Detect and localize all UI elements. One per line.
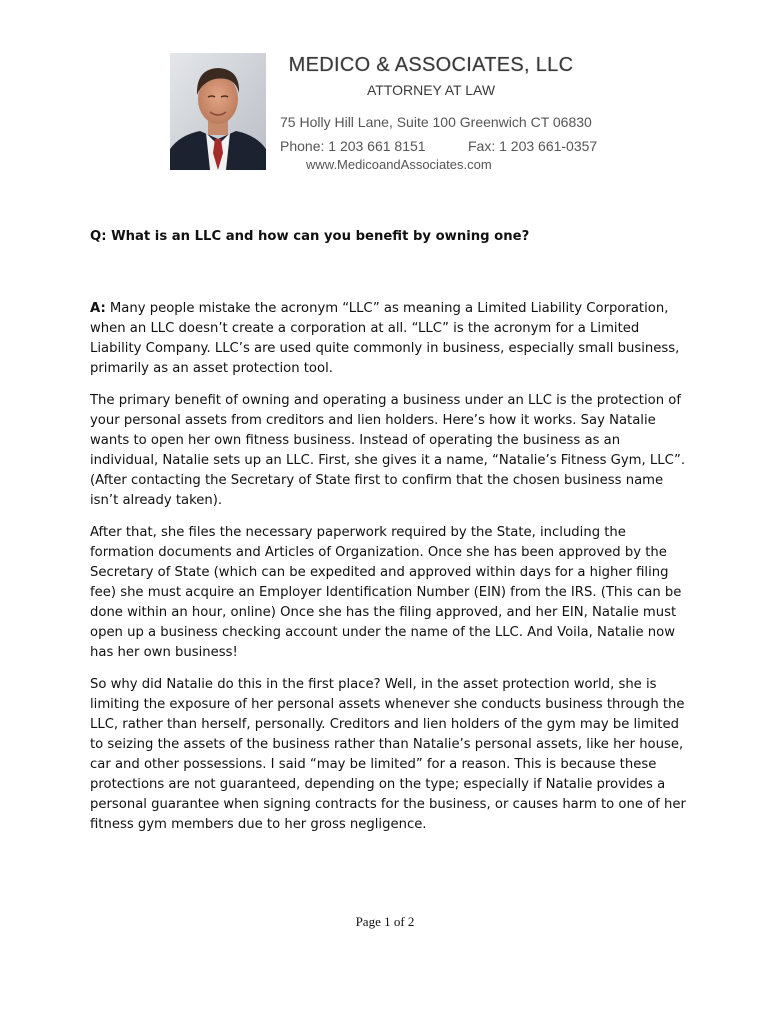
body-paragraph: The primary benefit of owning and operating a business under an LLC is the protection of your personal assets from creditors and lien holders. Here’s how it works. Say Natalie wants to open her own fitness business. Instead of operating the business as an individual, Natalie sets up an LLC. First, she gives it a name, “Natalie’s Fitness Gym, LLC”. (After contacting the Secretary of State first to confirm that the chosen business name isn’t already taken). <box>90 393 686 508</box>
page-number: Page 1 of 2 <box>355 914 415 929</box>
firm-website: www.MedicoandAssociates.com <box>306 157 492 172</box>
firm-subtitle: ATTORNEY AT LAW <box>366 82 496 98</box>
firm-name: MEDICO & ASSOCIATES, LLC <box>288 54 574 76</box>
answer-label: A: <box>90 301 106 316</box>
firm-address: 75 Holly Hill Lane, Suite 100 Greenwich CT 06830 <box>280 114 592 130</box>
firm-fax: Fax: 1 203 661-0357 <box>468 138 598 154</box>
body-paragraph: So why did Natalie do this in the first place? Well, in the asset protection world, she is limiting the exposure of her personal assets whenever she conducts business through the LLC, rather than herself, personally. Creditors and lien holders of the gym may be limited to seizing the assets of the business rather than Natalie’s personal assets, like her house, car and other possessions. I said “may be limited” for a reason. This is because these protections are not guaranteed, depending on the type; especially if Natalie provides a personal guarantee when signing contracts for the business, or causes harm to one of her fitness gym members due to her gross negligence. <box>90 677 686 832</box>
letterhead <box>170 50 610 180</box>
attorney-portrait <box>170 53 266 170</box>
firm-phone: Phone: 1 203 661 8151 <box>280 138 426 154</box>
question-heading: Q: What is an LLC and how can you benefit by owning one? <box>90 229 530 244</box>
body-paragraph: After that, she files the necessary paperwork required by the State, including the formation documents and Articles of Organization. Once she has been approved by the Secretary of State (which can be expedited and approved within days for a higher filing fee) she must acquire an Employer Identification Number (EIN) from the IRS. (This can be done within an hour, online) Once she has the filing approved, and her EIN, Natalie must open up a business checking account under the name of the LLC. And Voila, Natalie now has her own business! <box>90 525 682 660</box>
answer-paragraph <box>90 299 690 379</box>
answer-text: Many people mistake the acronym “LLC” as meaning a Limited Liability Corporation, when an LLC doesn’t create a corporation at all. “LLC” is the acronym for a Limited Liability Company. LLC’s are used quite commonly in business, especially small business, primarily as an asset protection tool. <box>90 301 680 376</box>
document-body <box>90 227 690 847</box>
